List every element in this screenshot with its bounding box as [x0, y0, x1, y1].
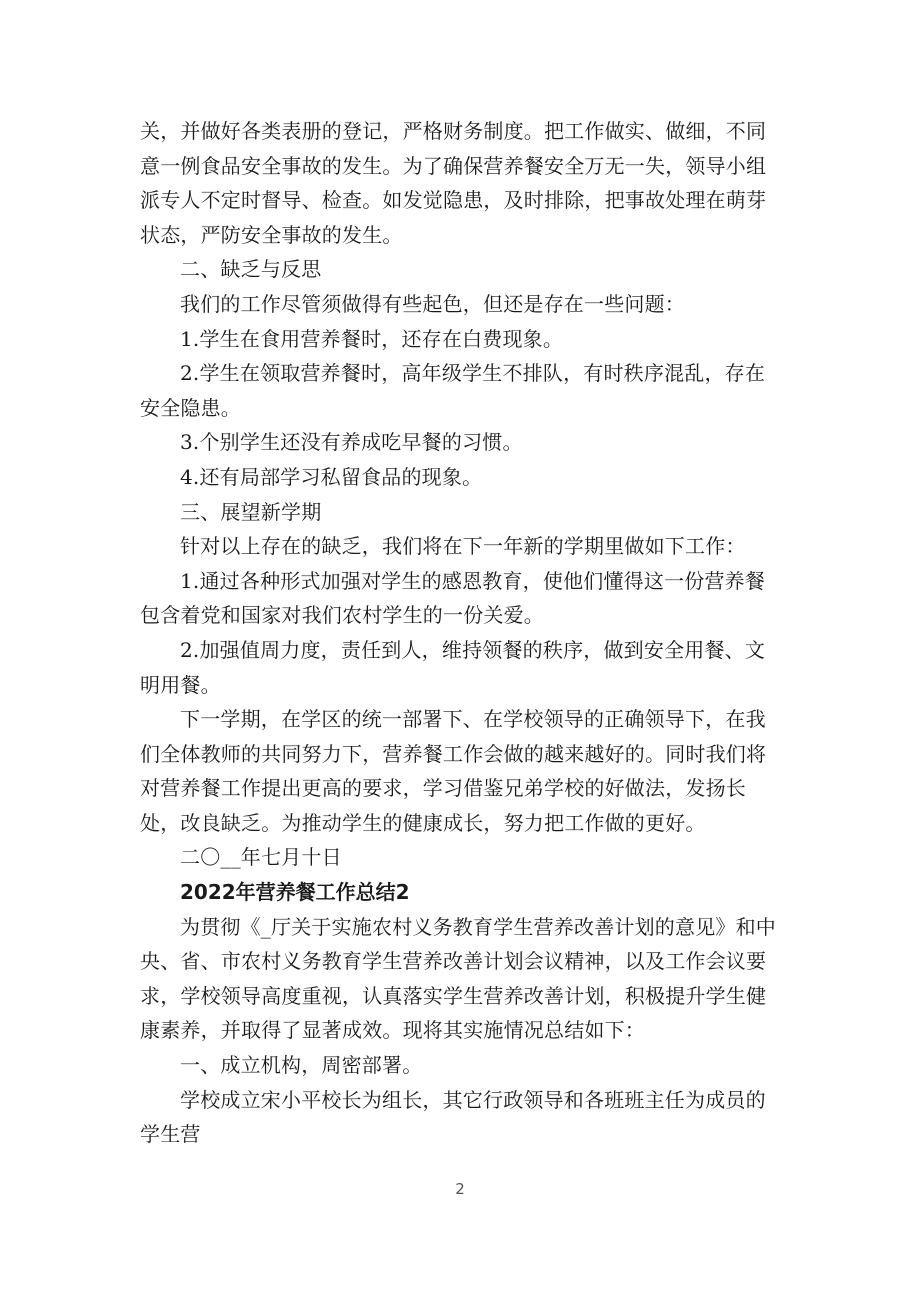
- paragraph-problems-intro: 我们的工作尽管须做得有些起色，但还是存在一些问题：: [180, 291, 685, 316]
- list-item-plan-1: 1.通过各种形式加强对学生的感恩教育，使他们懂得这一份营养餐包含着党和国家对我们农村学生的一份关爱。: [140, 568, 766, 628]
- list-item-problem-1: 1.学生在食用营养餐时，还存在白费现象。: [180, 326, 564, 351]
- list-item-problem-2: 2.学生在领取营养餐时，高年级学生不排队，有时秩序混乱，存在安全隐患。: [140, 361, 766, 420]
- page-number: 2: [455, 1180, 465, 1198]
- paragraph-next-semester: 下一学期，在学区的统一部署下、在学校领导的正确领导下，在我们全体教师的共同努力下，营养餐工作会做的越来越好的。同时我们将对营养餐工作提出更高的要求，学习借鉴兄弟学校的好做法，发扬长处，改良缺乏。为推动学生的健康成长，努力把工作做的更好。: [140, 707, 767, 835]
- list-item-problem-4: 4.还有局部学习私留食品的现象。: [180, 464, 483, 489]
- paragraph-organization: 学校成立宋小平校长为组长，其它行政领导和各班班主任为成员的学生营: [140, 1087, 766, 1147]
- date-line: 二〇__年七月十日: [180, 845, 342, 870]
- section-heading-outlook: 三、展望新学期: [180, 499, 322, 524]
- document-title-summary-2: 2022年营养餐工作总结2: [180, 880, 410, 905]
- list-item-plan-2: 2.加强值周力度，责任到人，维持领餐的秩序，做到安全用餐、文明用餐。: [140, 637, 766, 697]
- paragraph-implementation: 为贯彻《_厅关于实施农村义务教育学生营养改善计划的意见》和中央、省、市农村义务教育学生营养改善计划会议精神，以及工作会议要求，学校领导高度重视，认真落实学生营养改善计划，积极提升学生健康素养，并取得了显著成效。现将其实施情况总结如下：: [140, 914, 776, 1043]
- document-body: [140, 114, 780, 1152]
- list-item-problem-3: 3.个别学生还没有养成吃早餐的习惯。: [180, 430, 523, 455]
- paragraph-food-safety: 关，并做好各类表册的登记，严格财务制度。把工作做实、做细，不同意一例食品安全事故的发生。为了确保营养餐安全万无一失，领导小组派专人不定时督导、检查。如发觉隐患，及时排除，把事故处理在萌芽状态，严防安全事故的发生。: [140, 119, 767, 247]
- section-heading-organization: 一、成立机构，周密部署。: [180, 1053, 423, 1078]
- paragraph-plan-intro: 针对以上存在的缺乏，我们将在下一年新的学期里做如下工作：: [180, 534, 746, 559]
- section-heading-shortcomings: 二、缺乏与反思: [180, 257, 322, 282]
